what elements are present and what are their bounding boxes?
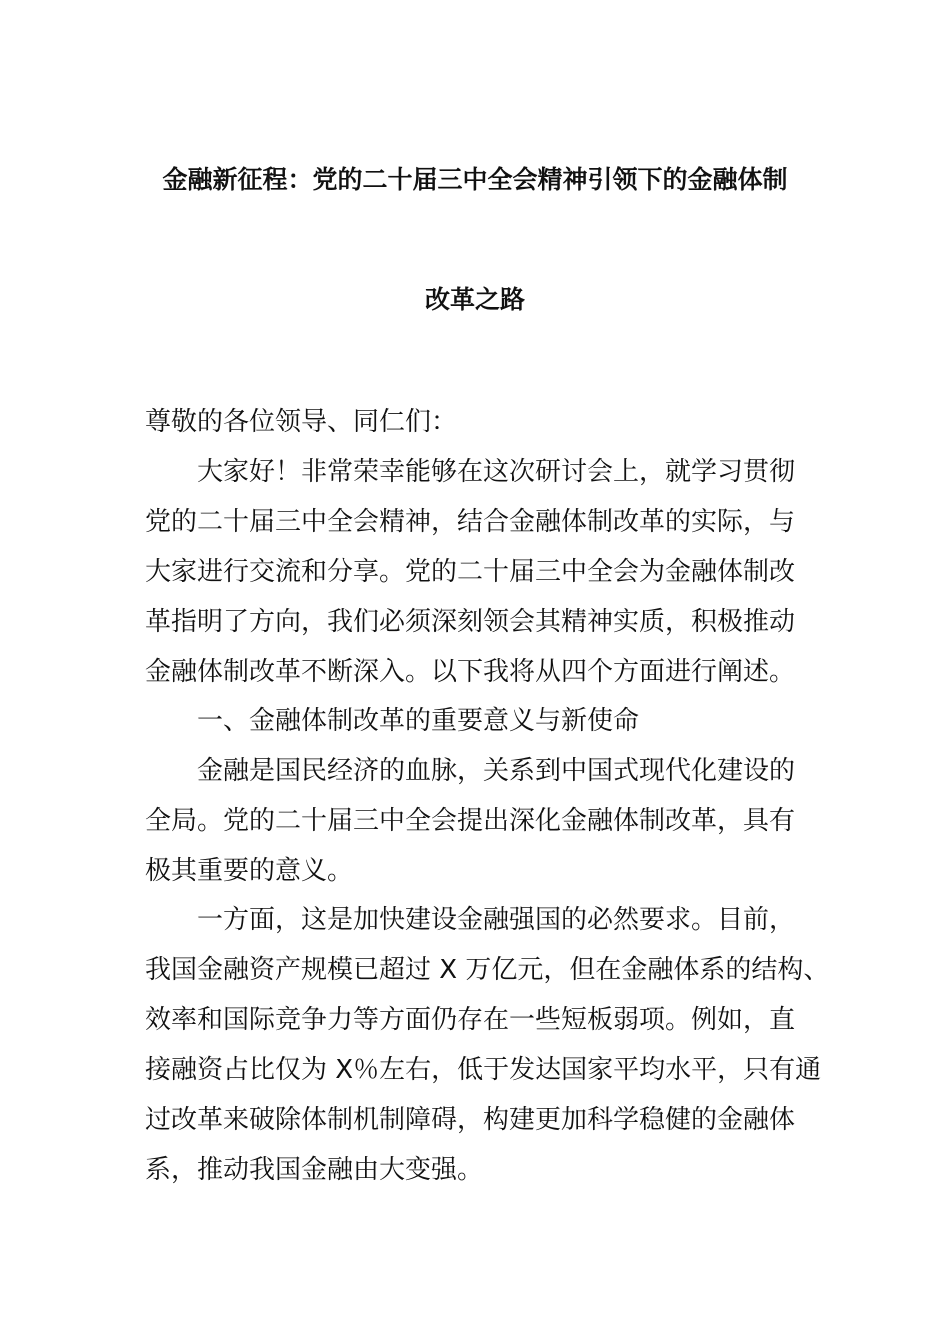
paragraph-line: 一方面，这是加快建设金融强国的必然要求。目前，	[197, 905, 796, 935]
paragraph-line: 大家进行交流和分享。党的二十届三中全会为金融体制改	[145, 557, 796, 587]
paragraph-line: 我国金融资产规模已超过 X 万亿元，但在金融体系的结构、	[145, 955, 830, 985]
paragraph-line: 金融是国民经济的血脉，关系到中国式现代化建设的	[197, 756, 796, 786]
paragraph-line: 革指明了方向，我们必须深刻领会其精神实质，积极推动	[145, 607, 796, 637]
paragraph-line: 极其重要的意义。	[145, 856, 354, 886]
paragraph-financial-power	[145, 895, 830, 1195]
paragraph-line: 全局。党的二十届三中全会提出深化金融体制改革，具有	[145, 806, 796, 836]
salutation: 尊敬的各位领导、同仁们：	[145, 407, 458, 437]
paragraph-line: 金融体制改革不断深入。以下我将从四个方面进行阐述。	[145, 657, 796, 687]
paragraph-line: 党的二十届三中全会精神，结合金融体制改革的实际，与	[145, 507, 796, 537]
paragraph-intro	[145, 447, 825, 697]
paragraph-line: 过改革来破除体制机制障碍，构建更加科学稳健的金融体	[145, 1105, 796, 1135]
paragraph-line: 接融资占比仅为 X％左右，低于发达国家平均水平，只有通	[145, 1055, 822, 1085]
paragraph-line: 系，推动我国金融由大变强。	[145, 1155, 484, 1185]
document-title-line-2: 改革之路	[424, 285, 525, 314]
paragraph-line: 大家好！非常荣幸能够在这次研讨会上，就学习贯彻	[197, 457, 796, 487]
document-title-line-1: 金融新征程：党的二十届三中全会精神引领下的金融体制	[162, 165, 788, 194]
paragraph-significance	[145, 746, 825, 896]
section-heading-text: 一、金融体制改革的重要意义与新使命	[197, 706, 640, 736]
section-heading-1	[145, 696, 825, 746]
paragraph-line: 效率和国际竞争力等方面仍存在一些短板弱项。例如，直	[145, 1005, 796, 1035]
